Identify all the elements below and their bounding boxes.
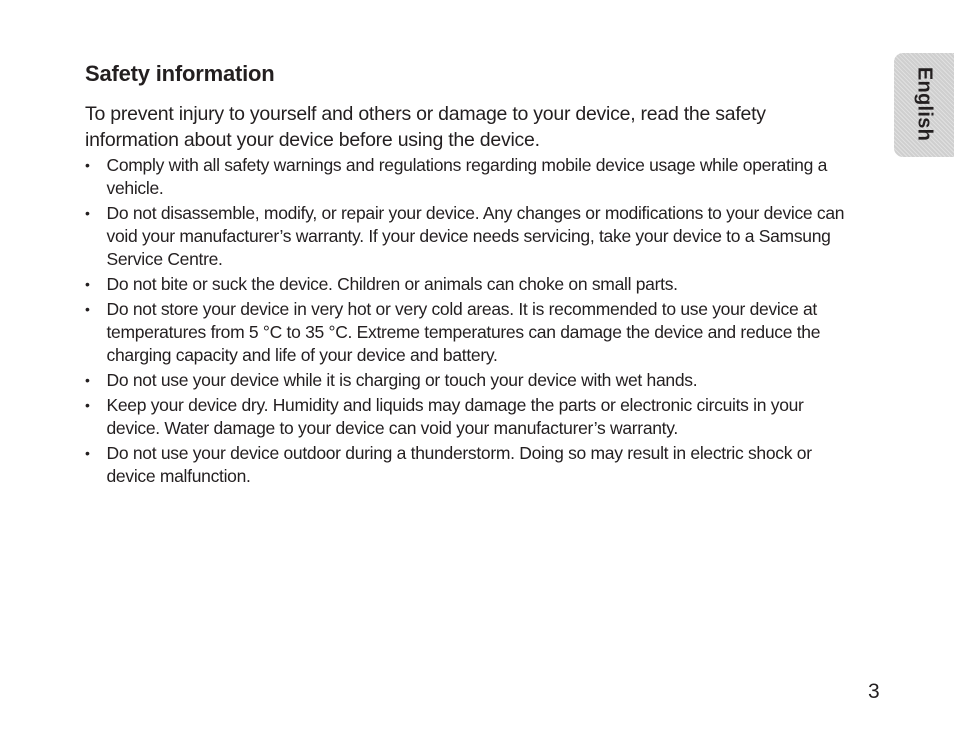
list-item-text: Do not store your device in very hot or very cold areas. It is recommended to use your device at temperatures from 5 °C to 35 °C. Extreme temperatures can damage the device and reduce the charging capacity and life of your device and battery. [106, 299, 821, 365]
list-item [85, 394, 855, 440]
bullet-icon: • [85, 276, 90, 292]
list-item [85, 298, 855, 367]
list-item-text: Keep your device dry. Humidity and liquids may damage the parts or electronic circuits in your device. Water damage to your device can void your manufacturer’s warranty. [106, 395, 804, 438]
list-item-text: Do not disassemble, modify, or repair your device. Any changes or modifications to your device can void your manufacturer’s warranty. If your device needs servicing, take your device to a Samsung Service Centre. [106, 203, 845, 269]
list-item [85, 154, 855, 200]
bullet-icon: • [85, 397, 90, 413]
list-item [85, 369, 855, 392]
language-tab-label: English [913, 66, 936, 142]
list-item-text: Do not bite or suck the device. Children or animals can choke on small parts. [106, 274, 678, 294]
list-item [85, 273, 855, 296]
bullet-icon: • [85, 301, 90, 317]
safety-bullet-list [85, 154, 855, 490]
bullet-icon: • [85, 372, 90, 388]
list-item-text: Do not use your device while it is charging or touch your device with wet hands. [106, 370, 698, 390]
page-number: 3 [868, 680, 880, 703]
list-item [85, 442, 855, 488]
list-item [85, 202, 855, 271]
bullet-icon: • [85, 205, 90, 221]
list-item-text: Comply with all safety warnings and regulations regarding mobile device usage while operating a vehicle. [106, 155, 828, 198]
bullet-icon: • [85, 157, 90, 173]
bullet-icon: • [85, 445, 90, 461]
intro-paragraph: To prevent injury to yourself and others or damage to your device, read the safety information about your device before using the device. [85, 103, 766, 151]
page-title: Safety information [85, 61, 275, 86]
list-item-text: Do not use your device outdoor during a thunderstorm. Doing so may result in electric shock or device malfunction. [106, 443, 812, 486]
